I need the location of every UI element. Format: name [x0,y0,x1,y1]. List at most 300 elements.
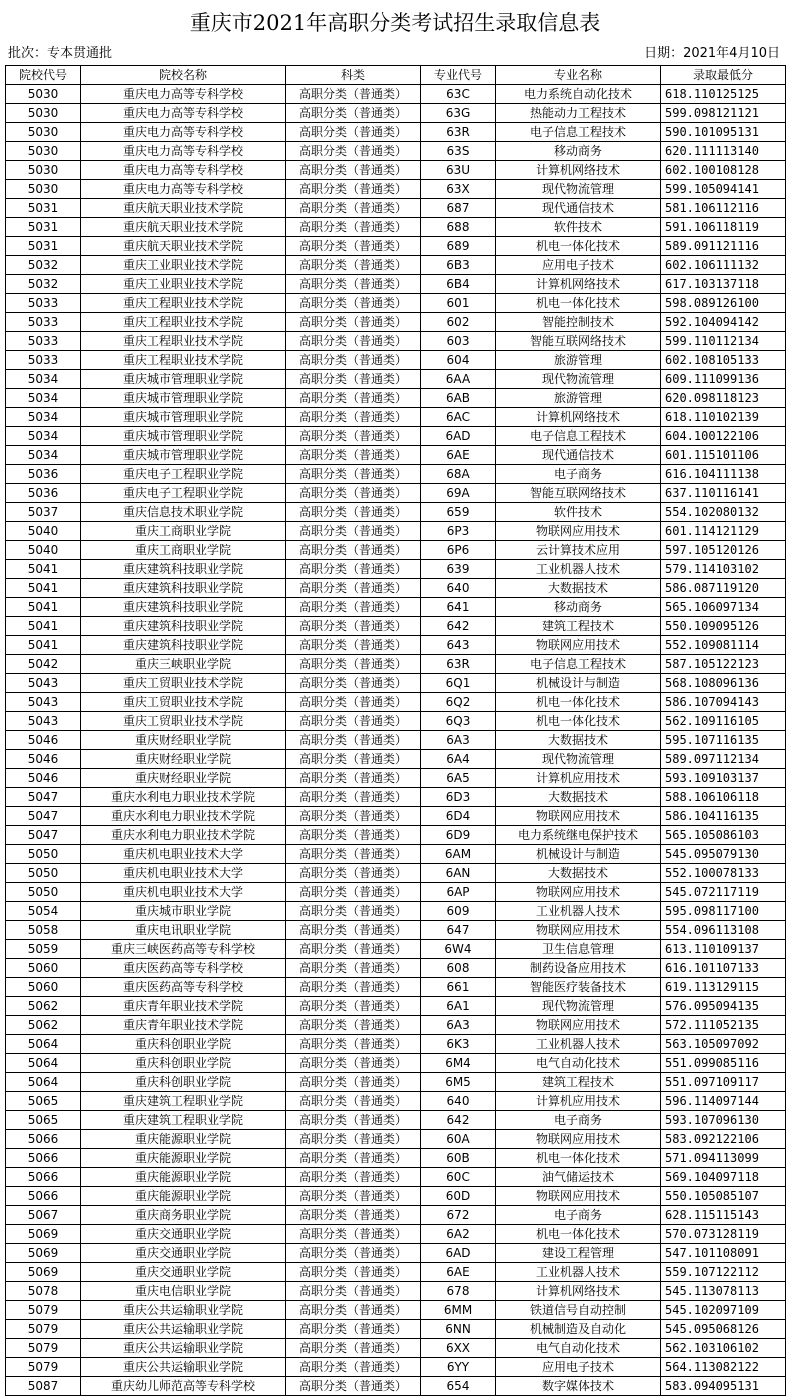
min-score-cell: 545.095079130 [661,845,786,864]
major-name-cell: 云计算技术应用 [496,541,661,560]
school-name-cell: 重庆电力高等专科学校 [81,85,286,104]
major-code-cell: 689 [421,237,496,256]
school-code-cell: 5032 [6,275,81,294]
major-name-cell: 大数据技术 [496,788,661,807]
major-code-cell: 609 [421,902,496,921]
category-cell: 高职分类（普通类） [286,85,421,104]
table-row [6,978,786,997]
category-cell: 高职分类（普通类） [286,674,421,693]
major-code-cell: 640 [421,579,496,598]
table-row [6,731,786,750]
major-name-cell: 机电一体化技术 [496,1225,661,1244]
school-name-cell: 重庆建筑科技职业学院 [81,579,286,598]
school-name-cell: 重庆电力高等专科学校 [81,161,286,180]
min-score-cell: 563.105097092 [661,1035,786,1054]
category-cell: 高职分类（普通类） [286,313,421,332]
school-name-cell: 重庆财经职业学院 [81,731,286,750]
major-name-cell: 工业机器人技术 [496,560,661,579]
major-code-cell: 603 [421,332,496,351]
major-code-cell: 6AB [421,389,496,408]
major-name-cell: 物联网应用技术 [496,636,661,655]
category-cell: 高职分类（普通类） [286,845,421,864]
major-name-cell: 机械设计与制造 [496,674,661,693]
table-row [6,1016,786,1035]
min-score-cell: 599.110112134 [661,332,786,351]
major-name-cell: 机电一体化技术 [496,712,661,731]
school-name-cell: 重庆公共运输职业学院 [81,1320,286,1339]
category-cell: 高职分类（普通类） [286,769,421,788]
table-row [6,294,786,313]
major-code-cell: 6M5 [421,1073,496,1092]
major-code-cell: 659 [421,503,496,522]
major-name-cell: 机电一体化技术 [496,693,661,712]
table-row [6,389,786,408]
min-score-cell: 551.099085116 [661,1054,786,1073]
category-cell: 高职分类（普通类） [286,807,421,826]
school-name-cell: 重庆航天职业技术学院 [81,237,286,256]
min-score-cell: 547.101108091 [661,1244,786,1263]
min-score-cell: 583.094095131 [661,1377,786,1396]
category-cell: 高职分类（普通类） [286,446,421,465]
major-code-cell: 647 [421,921,496,940]
major-name-cell: 计算机应用技术 [496,769,661,788]
major-code-cell: 639 [421,560,496,579]
min-score-cell: 597.105120126 [661,541,786,560]
category-cell: 高职分类（普通类） [286,978,421,997]
school-name-cell: 重庆工贸职业技术学院 [81,674,286,693]
major-name-cell: 物联网应用技术 [496,921,661,940]
header-major-name: 专业名称 [496,66,661,85]
school-name-cell: 重庆工贸职业技术学院 [81,693,286,712]
min-score-cell: 602.100108128 [661,161,786,180]
school-code-cell: 5062 [6,1016,81,1035]
school-code-cell: 5047 [6,807,81,826]
min-score-cell: 604.100122106 [661,427,786,446]
table-row [6,237,786,256]
school-code-cell: 5030 [6,180,81,199]
school-name-cell: 重庆科创职业学院 [81,1054,286,1073]
min-score-cell: 565.105086103 [661,826,786,845]
table-row [6,1282,786,1301]
major-code-cell: 643 [421,636,496,655]
major-code-cell: 6A3 [421,731,496,750]
major-name-cell: 应用电子技术 [496,1358,661,1377]
school-name-cell: 重庆工程职业技术学院 [81,332,286,351]
major-code-cell: 6AD [421,427,496,446]
major-code-cell: 6AE [421,1263,496,1282]
min-score-cell: 628.115115143 [661,1206,786,1225]
major-name-cell: 机械制造及自动化 [496,1320,661,1339]
min-score-cell: 545.102097109 [661,1301,786,1320]
major-code-cell: 678 [421,1282,496,1301]
major-name-cell: 电力系统自动化技术 [496,85,661,104]
min-score-cell: 570.073128119 [661,1225,786,1244]
table-row [6,1035,786,1054]
major-code-cell: 68A [421,465,496,484]
min-score-cell: 598.089126100 [661,294,786,313]
category-cell: 高职分类（普通类） [286,826,421,845]
category-cell: 高职分类（普通类） [286,1111,421,1130]
category-cell: 高职分类（普通类） [286,712,421,731]
category-cell: 高职分类（普通类） [286,1130,421,1149]
min-score-cell: 550.105085107 [661,1187,786,1206]
category-cell: 高职分类（普通类） [286,408,421,427]
category-cell: 高职分类（普通类） [286,1016,421,1035]
school-code-cell: 5030 [6,104,81,123]
major-code-cell: 687 [421,199,496,218]
school-name-cell: 重庆科创职业学院 [81,1035,286,1054]
major-name-cell: 现代物流管理 [496,997,661,1016]
major-name-cell: 机械设计与制造 [496,845,661,864]
category-cell: 高职分类（普通类） [286,636,421,655]
major-name-cell: 建筑工程技术 [496,617,661,636]
major-name-cell: 移动商务 [496,598,661,617]
table-row [6,959,786,978]
min-score-cell: 545.113078113 [661,1282,786,1301]
school-name-cell: 重庆建筑工程职业学院 [81,1111,286,1130]
table-row [6,1244,786,1263]
table-row [6,807,786,826]
school-name-cell: 重庆建筑科技职业学院 [81,598,286,617]
min-score-cell: 596.114097144 [661,1092,786,1111]
min-score-cell: 552.100078133 [661,864,786,883]
major-code-cell: 641 [421,598,496,617]
min-score-cell: 551.097109117 [661,1073,786,1092]
school-name-cell: 重庆电信职业学院 [81,1282,286,1301]
table-row [6,712,786,731]
major-code-cell: 672 [421,1206,496,1225]
category-cell: 高职分类（普通类） [286,997,421,1016]
table-row [6,370,786,389]
school-code-cell: 5041 [6,636,81,655]
min-score-cell: 562.103106102 [661,1339,786,1358]
school-code-cell: 5065 [6,1092,81,1111]
major-name-cell: 现代物流管理 [496,180,661,199]
major-name-cell: 物联网应用技术 [496,1016,661,1035]
school-name-cell: 重庆能源职业学院 [81,1149,286,1168]
school-code-cell: 5032 [6,256,81,275]
category-cell: 高职分类（普通类） [286,1073,421,1092]
school-code-cell: 5034 [6,389,81,408]
major-name-cell: 物联网应用技术 [496,1187,661,1206]
table-row [6,408,786,427]
major-code-cell: 63C [421,85,496,104]
category-cell: 高职分类（普通类） [286,731,421,750]
major-name-cell: 物联网应用技术 [496,807,661,826]
table-row [6,351,786,370]
header-major-code: 专业代号 [421,66,496,85]
school-name-cell: 重庆建筑科技职业学院 [81,560,286,579]
min-score-cell: 554.102080132 [661,503,786,522]
min-score-cell: 587.105122123 [661,655,786,674]
category-cell: 高职分类（普通类） [286,332,421,351]
school-code-cell: 5033 [6,351,81,370]
school-code-cell: 5058 [6,921,81,940]
school-code-cell: 5036 [6,484,81,503]
school-name-cell: 重庆工贸职业技术学院 [81,712,286,731]
min-score-cell: 620.098118123 [661,389,786,408]
major-code-cell: 63U [421,161,496,180]
min-score-cell: 579.114103102 [661,560,786,579]
table-row [6,218,786,237]
table-row [6,1073,786,1092]
major-code-cell: 6W4 [421,940,496,959]
header-category: 科类 [286,66,421,85]
school-code-cell: 5046 [6,769,81,788]
category-cell: 高职分类（普通类） [286,370,421,389]
school-name-cell: 重庆城市管理职业学院 [81,389,286,408]
table-row [6,940,786,959]
school-name-cell: 重庆财经职业学院 [81,769,286,788]
school-name-cell: 重庆医药高等专科学校 [81,978,286,997]
school-code-cell: 5046 [6,750,81,769]
school-code-cell: 5066 [6,1168,81,1187]
major-name-cell: 智能控制技术 [496,313,661,332]
major-name-cell: 软件技术 [496,218,661,237]
school-code-cell: 5060 [6,978,81,997]
school-name-cell: 重庆公共运输职业学院 [81,1301,286,1320]
category-cell: 高职分类（普通类） [286,655,421,674]
min-score-cell: 564.113082122 [661,1358,786,1377]
major-name-cell: 电子信息工程技术 [496,655,661,674]
major-code-cell: 6NN [421,1320,496,1339]
min-score-cell: 601.114121129 [661,522,786,541]
major-code-cell: 602 [421,313,496,332]
min-score-cell: 618.110102139 [661,408,786,427]
category-cell: 高职分类（普通类） [286,522,421,541]
school-code-cell: 5069 [6,1225,81,1244]
min-score-cell: 576.095094135 [661,997,786,1016]
min-score-cell: 637.110116141 [661,484,786,503]
major-name-cell: 电子商务 [496,1111,661,1130]
school-code-cell: 5030 [6,85,81,104]
major-name-cell: 建设工程管理 [496,1244,661,1263]
school-code-cell: 5041 [6,560,81,579]
table-row [6,617,786,636]
school-code-cell: 5041 [6,598,81,617]
table-row [6,864,786,883]
school-name-cell: 重庆商务职业学院 [81,1206,286,1225]
table-row [6,769,786,788]
min-score-cell: 613.110109137 [661,940,786,959]
school-name-cell: 重庆机电职业技术大学 [81,883,286,902]
school-code-cell: 5047 [6,826,81,845]
school-name-cell: 重庆公共运输职业学院 [81,1339,286,1358]
major-code-cell: 60C [421,1168,496,1187]
meta-bar [0,44,790,64]
major-name-cell: 现代物流管理 [496,750,661,769]
table-row [6,921,786,940]
table-row [6,123,786,142]
min-score-cell: 571.094113099 [661,1149,786,1168]
school-name-cell: 重庆水利电力职业技术学院 [81,788,286,807]
school-name-cell: 重庆能源职业学院 [81,1168,286,1187]
school-code-cell: 5079 [6,1301,81,1320]
min-score-cell: 593.107096130 [661,1111,786,1130]
major-name-cell: 旅游管理 [496,351,661,370]
category-cell: 高职分类（普通类） [286,218,421,237]
school-code-cell: 5031 [6,237,81,256]
school-code-cell: 5050 [6,883,81,902]
table-row [6,1339,786,1358]
school-name-cell: 重庆建筑科技职业学院 [81,636,286,655]
major-name-cell: 机电一体化技术 [496,237,661,256]
major-code-cell: 604 [421,351,496,370]
table-row [6,1358,786,1377]
major-code-cell: 6AM [421,845,496,864]
school-name-cell: 重庆能源职业学院 [81,1187,286,1206]
school-code-cell: 5031 [6,218,81,237]
major-code-cell: 69A [421,484,496,503]
major-code-cell: 642 [421,1111,496,1130]
min-score-cell: 590.101095131 [661,123,786,142]
table-row [6,598,786,617]
major-name-cell: 工业机器人技术 [496,902,661,921]
school-code-cell: 5031 [6,199,81,218]
major-code-cell: 6Q3 [421,712,496,731]
school-code-cell: 5034 [6,427,81,446]
header-school-code: 院校代号 [6,66,81,85]
table-row [6,465,786,484]
major-name-cell: 计算机网络技术 [496,275,661,294]
school-name-cell: 重庆城市职业学院 [81,902,286,921]
min-score-cell: 586.087119120 [661,579,786,598]
major-name-cell: 大数据技术 [496,579,661,598]
school-code-cell: 5066 [6,1130,81,1149]
min-score-cell: 545.072117119 [661,883,786,902]
major-name-cell: 油气储运技术 [496,1168,661,1187]
major-code-cell: 6D9 [421,826,496,845]
major-code-cell: 6AA [421,370,496,389]
category-cell: 高职分类（普通类） [286,237,421,256]
school-name-cell: 重庆建筑科技职业学院 [81,617,286,636]
major-name-cell: 热能动力工程技术 [496,104,661,123]
major-name-cell: 应用电子技术 [496,256,661,275]
category-cell: 高职分类（普通类） [286,693,421,712]
school-name-cell: 重庆航天职业技术学院 [81,218,286,237]
category-cell: 高职分类（普通类） [286,389,421,408]
min-score-cell: 591.106118119 [661,218,786,237]
major-code-cell: 6A1 [421,997,496,1016]
school-code-cell: 5046 [6,731,81,750]
min-score-cell: 572.111052135 [661,1016,786,1035]
min-score-cell: 550.109095126 [661,617,786,636]
school-code-cell: 5047 [6,788,81,807]
school-name-cell: 重庆工业职业技术学院 [81,275,286,294]
table-row [6,997,786,1016]
min-score-cell: 595.107116135 [661,731,786,750]
category-cell: 高职分类（普通类） [286,1358,421,1377]
table-row [6,560,786,579]
school-name-cell: 重庆电力高等专科学校 [81,123,286,142]
major-name-cell: 制药设备应用技术 [496,959,661,978]
min-score-cell: 618.110125125 [661,85,786,104]
major-name-cell: 计算机应用技术 [496,1092,661,1111]
table-row [6,104,786,123]
min-score-cell: 568.108096136 [661,674,786,693]
school-code-cell: 5050 [6,864,81,883]
table-row [6,1092,786,1111]
major-code-cell: 6XX [421,1339,496,1358]
school-code-cell: 5033 [6,294,81,313]
school-name-cell: 重庆三峡职业学院 [81,655,286,674]
min-score-cell: 620.111113140 [661,142,786,161]
school-code-cell: 5069 [6,1263,81,1282]
category-cell: 高职分类（普通类） [286,142,421,161]
school-name-cell: 重庆电子工程职业学院 [81,484,286,503]
major-name-cell: 电子信息工程技术 [496,427,661,446]
major-code-cell: 63X [421,180,496,199]
category-cell: 高职分类（普通类） [286,161,421,180]
category-cell: 高职分类（普通类） [286,1225,421,1244]
major-name-cell: 建筑工程技术 [496,1073,661,1092]
category-cell: 高职分类（普通类） [286,560,421,579]
table-row [6,85,786,104]
school-name-cell: 重庆城市管理职业学院 [81,446,286,465]
major-code-cell: 63R [421,655,496,674]
table-row [6,180,786,199]
school-code-cell: 5042 [6,655,81,674]
min-score-cell: 619.113129115 [661,978,786,997]
school-code-cell: 5060 [6,959,81,978]
table-row [6,1054,786,1073]
major-code-cell: 6A4 [421,750,496,769]
school-code-cell: 5040 [6,541,81,560]
category-cell: 高职分类（普通类） [286,959,421,978]
school-name-cell: 重庆公共运输职业学院 [81,1358,286,1377]
min-score-cell: 559.107122112 [661,1263,786,1282]
school-code-cell: 5064 [6,1073,81,1092]
header-min-score: 录取最低分 [661,66,786,85]
min-score-cell: 569.104097118 [661,1168,786,1187]
major-name-cell: 现代物流管理 [496,370,661,389]
admission-table [5,65,786,1396]
min-score-cell: 586.104116135 [661,807,786,826]
school-code-cell: 5079 [6,1339,81,1358]
major-name-cell: 卫生信息管理 [496,940,661,959]
min-score-cell: 616.104111138 [661,465,786,484]
table-row [6,1263,786,1282]
school-name-cell: 重庆电力高等专科学校 [81,104,286,123]
school-name-cell: 重庆航天职业技术学院 [81,199,286,218]
school-name-cell: 重庆电子工程职业学院 [81,465,286,484]
major-code-cell: 6Q2 [421,693,496,712]
major-name-cell: 大数据技术 [496,864,661,883]
school-code-cell: 5065 [6,1111,81,1130]
major-code-cell: 60B [421,1149,496,1168]
school-code-cell: 5033 [6,313,81,332]
school-name-cell: 重庆财经职业学院 [81,750,286,769]
school-code-cell: 5041 [6,617,81,636]
batch-label: 批次：专本贯通批 [8,46,113,61]
major-name-cell: 智能互联网络技术 [496,332,661,351]
category-cell: 高职分类（普通类） [286,465,421,484]
school-code-cell: 5066 [6,1149,81,1168]
category-cell: 高职分类（普通类） [286,351,421,370]
major-name-cell: 大数据技术 [496,731,661,750]
major-name-cell: 物联网应用技术 [496,1130,661,1149]
school-code-cell: 5078 [6,1282,81,1301]
category-cell: 高职分类（普通类） [286,617,421,636]
min-score-cell: 589.091121116 [661,237,786,256]
category-cell: 高职分类（普通类） [286,921,421,940]
major-name-cell: 电子商务 [496,465,661,484]
table-row [6,1111,786,1130]
major-name-cell: 电力系统继电保护技术 [496,826,661,845]
category-cell: 高职分类（普通类） [286,750,421,769]
major-name-cell: 现代通信技术 [496,446,661,465]
school-name-cell: 重庆工程职业技术学院 [81,351,286,370]
